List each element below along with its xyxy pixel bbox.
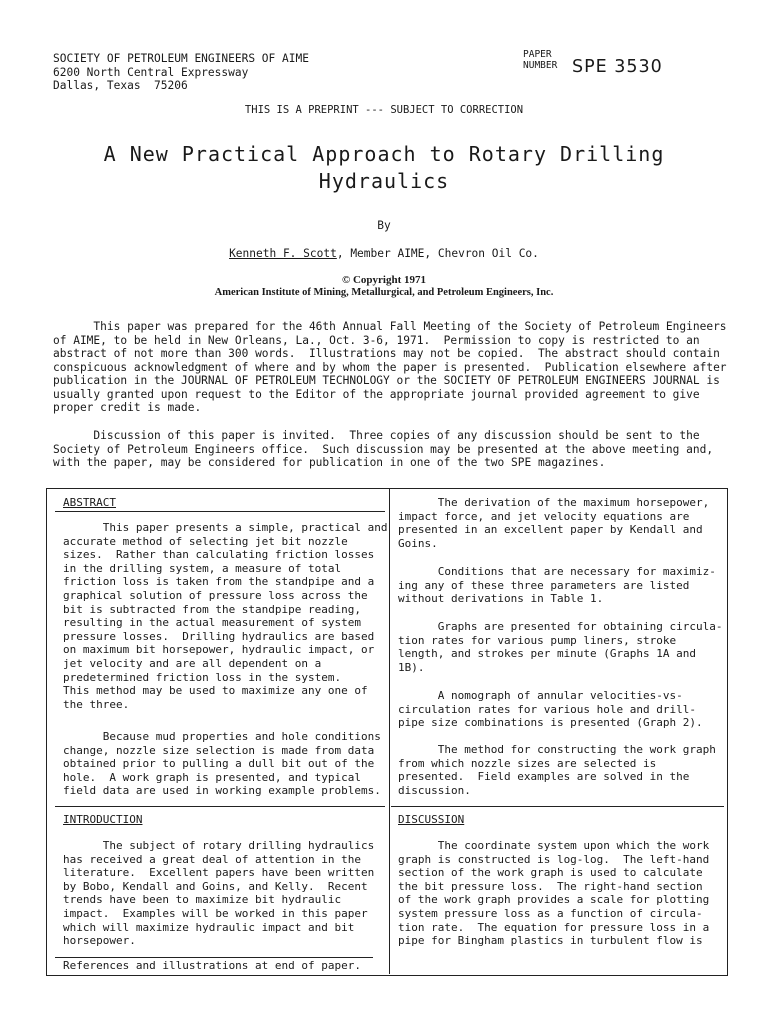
graphs-paragraph: Graphs are presented for obtaining circula- tion rates for various pump liners, stroke length, and strokes per minute (Graphs 1A and 1B). <box>398 620 723 674</box>
author-name: Kenneth F. Scott <box>229 247 337 260</box>
title-line-2: Hydraulics <box>318 169 450 193</box>
references-rule <box>55 957 373 958</box>
discussion-paragraph-1: The coordinate system upon which the work graph is constructed is log-log. The left-hand section of the work graph is used to calculate the bit pressure loss. The right-hand section of the work graph provides a scale for plotting system pressure loss as a function of circula- tion rate. The equation for pressure loss in a pipe for Bingham plastics in turbulent flow is <box>398 839 710 948</box>
author-line <box>0 247 768 260</box>
introduction-paragraph-1: The subject of rotary drilling hydraulics has received a great deal of attention in the literature. Excellent papers have been written by Bobo, Kendall and Goins, and Kelly. Recent trends have been to maximize bit hydraulic impact. Examples will be worked in this paper which will maximize hydraulic impact and bit horsepower. <box>63 839 375 948</box>
nomograph-paragraph: A nomograph of annular velocities-vs- circulation rates for various hole and drill- pipe size combinations is presented (Graph 2). <box>398 689 703 730</box>
discussion-invite-paragraph: Discussion of this paper is invited. Three copies of any discussion should be sent to the Society of Petroleum Engineers office. Such discussion may be presented at the above meeting and, with the paper, may be considered for publication in one of the two SPE magazines. <box>53 429 714 469</box>
paper-number-block <box>523 49 663 77</box>
column-divider <box>389 488 390 974</box>
paper-title <box>0 141 768 195</box>
by-line: By <box>377 219 391 232</box>
derivation-paragraph: The derivation of the maximum horsepower, impact force, and jet velocity equations are presented in an excellent paper by Kendall and Goins. <box>398 496 710 550</box>
abstract-heading: ABSTRACT <box>63 496 116 509</box>
author-affiliation: , Member AIME, Chevron Oil Co. <box>336 247 539 260</box>
copyright-notice: © Copyright 1971 <box>342 274 426 286</box>
society-name: SOCIETY OF PETROLEUM ENGINEERS OF AIME <box>53 52 309 65</box>
society-address <box>53 52 309 93</box>
discussion-heading: DISCUSSION <box>398 813 465 826</box>
paper-code: SPE 3530 <box>572 57 663 77</box>
references-note: References and illustrations at end of paper. <box>63 959 362 972</box>
abstract-paragraph-1: This paper presents a simple, practical and accurate method of selecting jet bit nozzle sizes. Rather than calculating friction losses in the drilling system, a measure of total friction loss is taken from the standpipe and a graphical solution of pressure loss across the bit is subtracted from the standpipe reading, resulting in the actual measurement of system pressure losses. Drilling hydraulics are based on maximum bit horsepower, hydraulic impact, or jet velocity and are all dependent on a predetermined friction loss in the system. This method may be used to maximize any one of the three. <box>63 521 388 711</box>
society-street: 6200 North Central Expressway <box>53 65 249 79</box>
paper-label: PAPER <box>523 49 552 60</box>
discussion-top-rule <box>391 806 724 807</box>
abstract-heading-rule <box>55 511 385 512</box>
title-line-1: A New Practical Approach to Rotary Drilling <box>103 142 665 166</box>
institute-name: American Institute of Mining, Metallurgical, and Petroleum Engineers, Inc. <box>214 287 554 298</box>
introduction-top-rule <box>55 806 385 807</box>
conditions-paragraph: Conditions that are necessary for maximiz- ing any of these three parameters are listed without derivations in Table 1. <box>398 565 716 606</box>
number-label: NUMBER <box>523 60 558 71</box>
work-graph-paragraph: The method for constructing the work graph from which nozzle sizes are selected is presented. Field examples are solved in the discussion. <box>398 743 716 797</box>
society-city: Dallas, Texas 75206 <box>53 79 188 92</box>
preparation-paragraph: This paper was prepared for the 46th Annual Fall Meeting of the Society of Petroleum Engineers of AIME, to be held in New Orleans, La., Oct. 3-6, 1971. Permission to copy is restricted to an abstract of not more than 300 words. Illustrations may not be copied. The abstract should contain conspicuous acknowledgment of where and by whom the paper is presented. Publication elsewhere after publication in the JOURNAL OF PETROLEUM TECHNOLOGY or the SOCIETY OF PETROLEUM ENGINEERS JOURNAL is usually granted upon request to the Editor of the appropriate journal provided agreement to give proper credit is made. <box>53 320 727 414</box>
introduction-heading: INTRODUCTION <box>63 813 143 826</box>
preprint-notice: THIS IS A PREPRINT --- SUBJECT TO CORRECTION <box>244 104 524 116</box>
abstract-paragraph-2: Because mud properties and hole conditions change, nozzle size selection is made from data obtained prior to pulling a dull bit out of the hole. A work graph is presented, and typical field data are used in working example problems. <box>63 730 381 798</box>
